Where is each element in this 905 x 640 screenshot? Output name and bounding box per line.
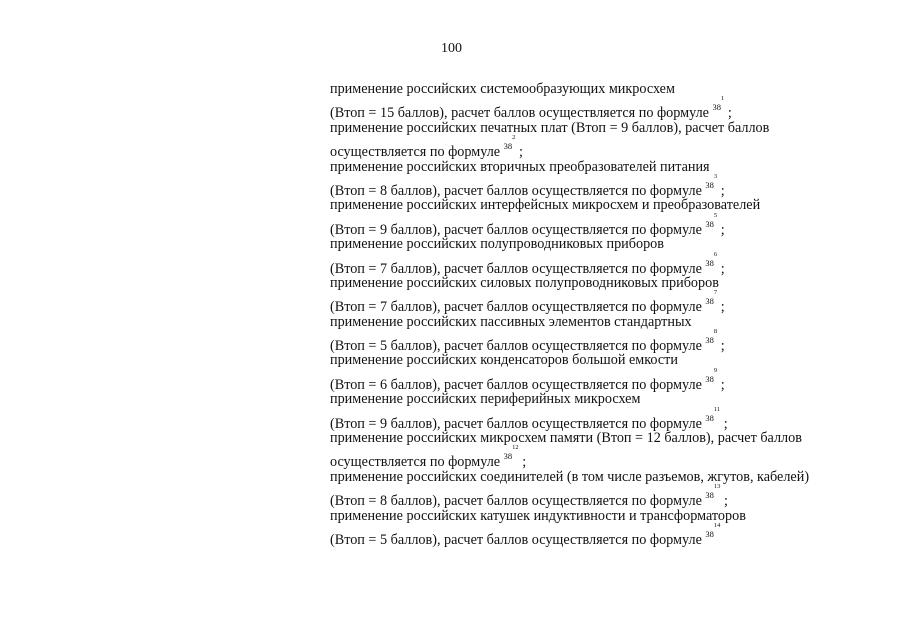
text-line <box>330 134 890 161</box>
formula-reference: 385 <box>705 211 718 229</box>
line-text: применение российских полупроводниковых приборов <box>330 236 664 253</box>
line-text: (Втоп = 7 баллов), расчет баллов осуществляется по формуле <box>330 299 702 316</box>
formula-reference: 386 <box>705 250 718 268</box>
text-line <box>330 80 890 99</box>
text-line <box>330 483 890 510</box>
line-text: (Втоп = 6 баллов), расчет баллов осуществляется по формуле <box>330 376 702 393</box>
text-line <box>330 366 890 393</box>
line-text: применение российских вторичных преобразователей питания <box>330 158 710 175</box>
document-body <box>330 80 890 548</box>
line-text: применение российских конденсаторов большой емкости <box>330 352 678 369</box>
line-text: (Втоп = 5 баллов), расчет баллов осуществляется по формуле <box>330 338 702 355</box>
line-tail: ; <box>522 454 527 471</box>
text-line <box>330 274 890 293</box>
formula-reference: 3813 <box>705 483 721 501</box>
text-line <box>330 158 890 177</box>
formula-reference: 381 <box>712 95 725 113</box>
text-line <box>330 507 890 526</box>
line-tail: ; <box>720 221 725 238</box>
line-text: (Втоп = 9 баллов), расчет баллов осуществляется по формуле <box>330 221 702 238</box>
line-text: применение российских микросхем памяти (Втоп = 12 баллов), расчет баллов <box>330 430 802 447</box>
text-line <box>330 521 890 548</box>
text-line <box>330 351 890 370</box>
text-line <box>330 468 890 487</box>
text-line <box>330 429 890 448</box>
formula-reference: 387 <box>705 289 718 307</box>
line-text: осуществляется по формуле <box>330 454 501 471</box>
line-text: применение российских пассивных элементов стандартных <box>330 313 692 330</box>
line-text: (Втоп = 8 баллов), расчет баллов осуществляется по формуле <box>330 182 702 199</box>
line-text: (Втоп = 15 баллов), расчет баллов осуществляется по формуле <box>330 105 709 122</box>
text-line <box>330 211 890 238</box>
text-line <box>330 119 890 138</box>
text-line <box>330 444 890 471</box>
text-line <box>330 313 890 332</box>
text-line <box>330 196 890 215</box>
line-tail: ; <box>723 415 728 432</box>
text-line <box>330 250 890 277</box>
line-text: осуществляется по формуле <box>330 144 501 161</box>
line-tail: ; <box>720 338 725 355</box>
formula-reference: 383 <box>705 172 718 190</box>
line-text: применение российских катушек индуктивности и трансформаторов <box>330 507 746 524</box>
text-line <box>330 95 890 122</box>
page-number: 100 <box>441 41 462 56</box>
line-tail: ; <box>720 182 725 199</box>
line-tail: ; <box>720 376 725 393</box>
text-line <box>330 235 890 254</box>
line-text: применение российских соединителей (в том числе разъемов, жгутов, кабелей) <box>330 468 810 485</box>
line-text: применение российских силовых полупроводниковых приборов <box>330 274 719 291</box>
text-line <box>330 289 890 316</box>
line-text: (Втоп = 7 баллов), расчет баллов осуществляется по формуле <box>330 260 702 277</box>
formula-reference: 3812 <box>503 444 519 462</box>
formula-reference: 3811 <box>705 405 721 423</box>
line-text: (Втоп = 8 баллов), расчет баллов осуществляется по формуле <box>330 493 702 510</box>
line-text: применение российских периферийных микросхем <box>330 391 641 408</box>
line-tail: ; <box>518 144 523 161</box>
line-tail: ; <box>723 493 728 510</box>
formula-reference: 382 <box>503 134 516 152</box>
line-text: применение российских интерфейсных микросхем и преобразователей <box>330 197 761 214</box>
line-text: применение российских системообразующих микросхем <box>330 81 675 97</box>
line-text: (Втоп = 9 баллов), расчет баллов осуществляется по формуле <box>330 415 702 432</box>
text-line <box>330 172 890 199</box>
text-line <box>330 328 890 355</box>
line-tail: ; <box>720 299 725 316</box>
text-line <box>330 405 890 432</box>
text-line <box>330 390 890 409</box>
line-tail: ; <box>727 105 732 122</box>
formula-reference: 389 <box>705 366 718 384</box>
line-tail: ; <box>720 260 725 277</box>
line-text: применение российских печатных плат (Втоп = 9 баллов), расчет баллов <box>330 119 770 136</box>
formula-reference: 388 <box>705 328 718 346</box>
line-text: (Втоп = 5 баллов), расчет баллов осуществляется по формуле <box>330 531 702 548</box>
formula-reference: 3814 <box>705 521 721 539</box>
